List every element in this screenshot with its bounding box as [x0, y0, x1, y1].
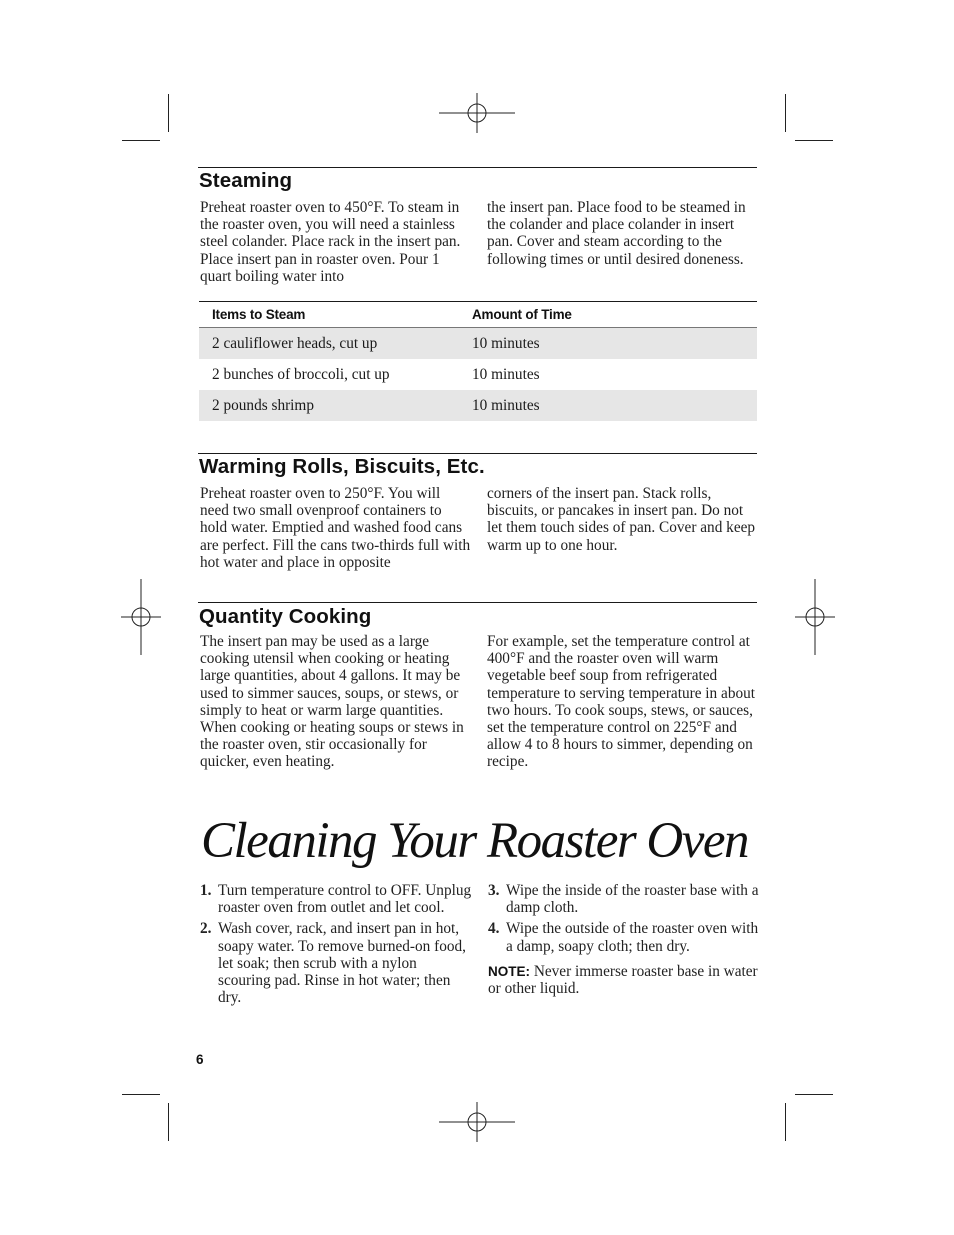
step-text: Wipe the inside of the roaster base with a damp cloth. [506, 882, 759, 917]
cleaning-steps-col2 [488, 882, 760, 959]
warming-text-col2: corners of the insert pan. Stack rolls, biscuits, or pancakes in insert pan. Do not let them touch sides of pan. Cover and keep warm up to one hour. [487, 485, 756, 554]
section-divider [198, 602, 757, 603]
table-cell-item: 2 bunches of broccoli, cut up [212, 365, 390, 383]
crop-mark [122, 1094, 160, 1095]
registration-mark-icon [121, 579, 161, 655]
crop-mark [795, 1094, 833, 1095]
cleaning-note [488, 963, 760, 997]
table-cell-time: 10 minutes [472, 365, 540, 383]
registration-mark-icon [439, 1102, 515, 1142]
step-number: 1. [200, 882, 212, 899]
table-row [199, 390, 757, 421]
crop-mark [168, 94, 169, 132]
quantity-text-col1: The insert pan may be used as a large cooking utensil when cooking or heating large quantities, about 4 gallons. It may be used to simmer sauces, soups, or stews, or simply to heat or warm large quantities. When cooking or heating soups or stews in the roaster oven, stir occasionally for quicker, even heating. [200, 633, 464, 771]
quantity-text-col2: For example, set the temperature control at 400°F and the roaster oven will warm vegetable beef soup from refrigerated temperature to serving temperature in about two hours. To cook soups, stews, or sauces, set the temperature control on 225°F and allow 4 to 8 hours to simmer, depending on recipe. [487, 633, 756, 771]
section-heading-warming: Warming Rolls, Biscuits, Etc. [199, 455, 485, 478]
crop-mark [785, 94, 786, 132]
registration-mark-icon [439, 93, 515, 133]
step-text: Wash cover, rack, and insert pan in hot, soapy water. To remove burned-on food, let soak; then scrub with a nylon scouring pad. Rinse in hot water; then dry. [218, 920, 467, 1007]
steaming-text-col1: Preheat roaster oven to 450°F. To steam in the roaster oven, you will need a stainless steel colander. Place rack in the insert pan. Place insert pan in roaster oven. Pour 1 quart boiling water into [200, 199, 461, 285]
table-row [199, 328, 757, 359]
table-cell-time: 10 minutes [472, 334, 540, 352]
list-item [200, 882, 472, 916]
table-cell-item: 2 cauliflower heads, cut up [212, 334, 378, 352]
step-text: Turn temperature control to OFF. Unplug roaster oven from outlet and let cool. [218, 882, 472, 917]
cleaning-steps-col1 [200, 882, 472, 1010]
step-number: 4. [488, 920, 500, 938]
note-text: Never immerse roaster base in water or other liquid. [488, 963, 758, 998]
table-cell-item: 2 pounds shrimp [212, 396, 314, 414]
list-item [488, 882, 760, 916]
crop-mark [122, 140, 160, 141]
page-title: Cleaning Your Roaster Oven [201, 813, 749, 869]
registration-mark-icon [795, 579, 835, 655]
crop-mark [168, 1103, 169, 1141]
table-header-row [199, 302, 757, 328]
step-text: Wipe the outside of the roaster oven with a damp, soapy cloth; then dry. [506, 920, 759, 955]
section-heading-steaming: Steaming [199, 169, 293, 192]
page-number: 6 [196, 1052, 204, 1067]
table-cell-time: 10 minutes [472, 396, 540, 414]
crop-mark [795, 140, 833, 141]
table-row [199, 359, 757, 390]
list-item [200, 920, 472, 1006]
section-heading-quantity: Quantity Cooking [199, 605, 372, 628]
steaming-table [199, 301, 757, 421]
steaming-text-col2: the insert pan. Place food to be steamed in the colander and place colander in insert pan. Cover and steam according to the following times or until desired doneness. [487, 199, 746, 268]
warming-text-col1: Preheat roaster oven to 250°F. You will need two small ovenproof containers to hold water. Emptied and washed food cans are perfect. Fill the cans two-thirds full with hot water and place in opposite [200, 485, 471, 571]
list-item [488, 920, 760, 954]
step-number: 2. [200, 920, 212, 938]
table-header-items: Items to Steam [212, 307, 306, 322]
note-label: NOTE: [488, 964, 530, 979]
crop-mark [785, 1103, 786, 1141]
table-header-time: Amount of Time [472, 307, 572, 322]
step-number: 3. [488, 882, 500, 899]
